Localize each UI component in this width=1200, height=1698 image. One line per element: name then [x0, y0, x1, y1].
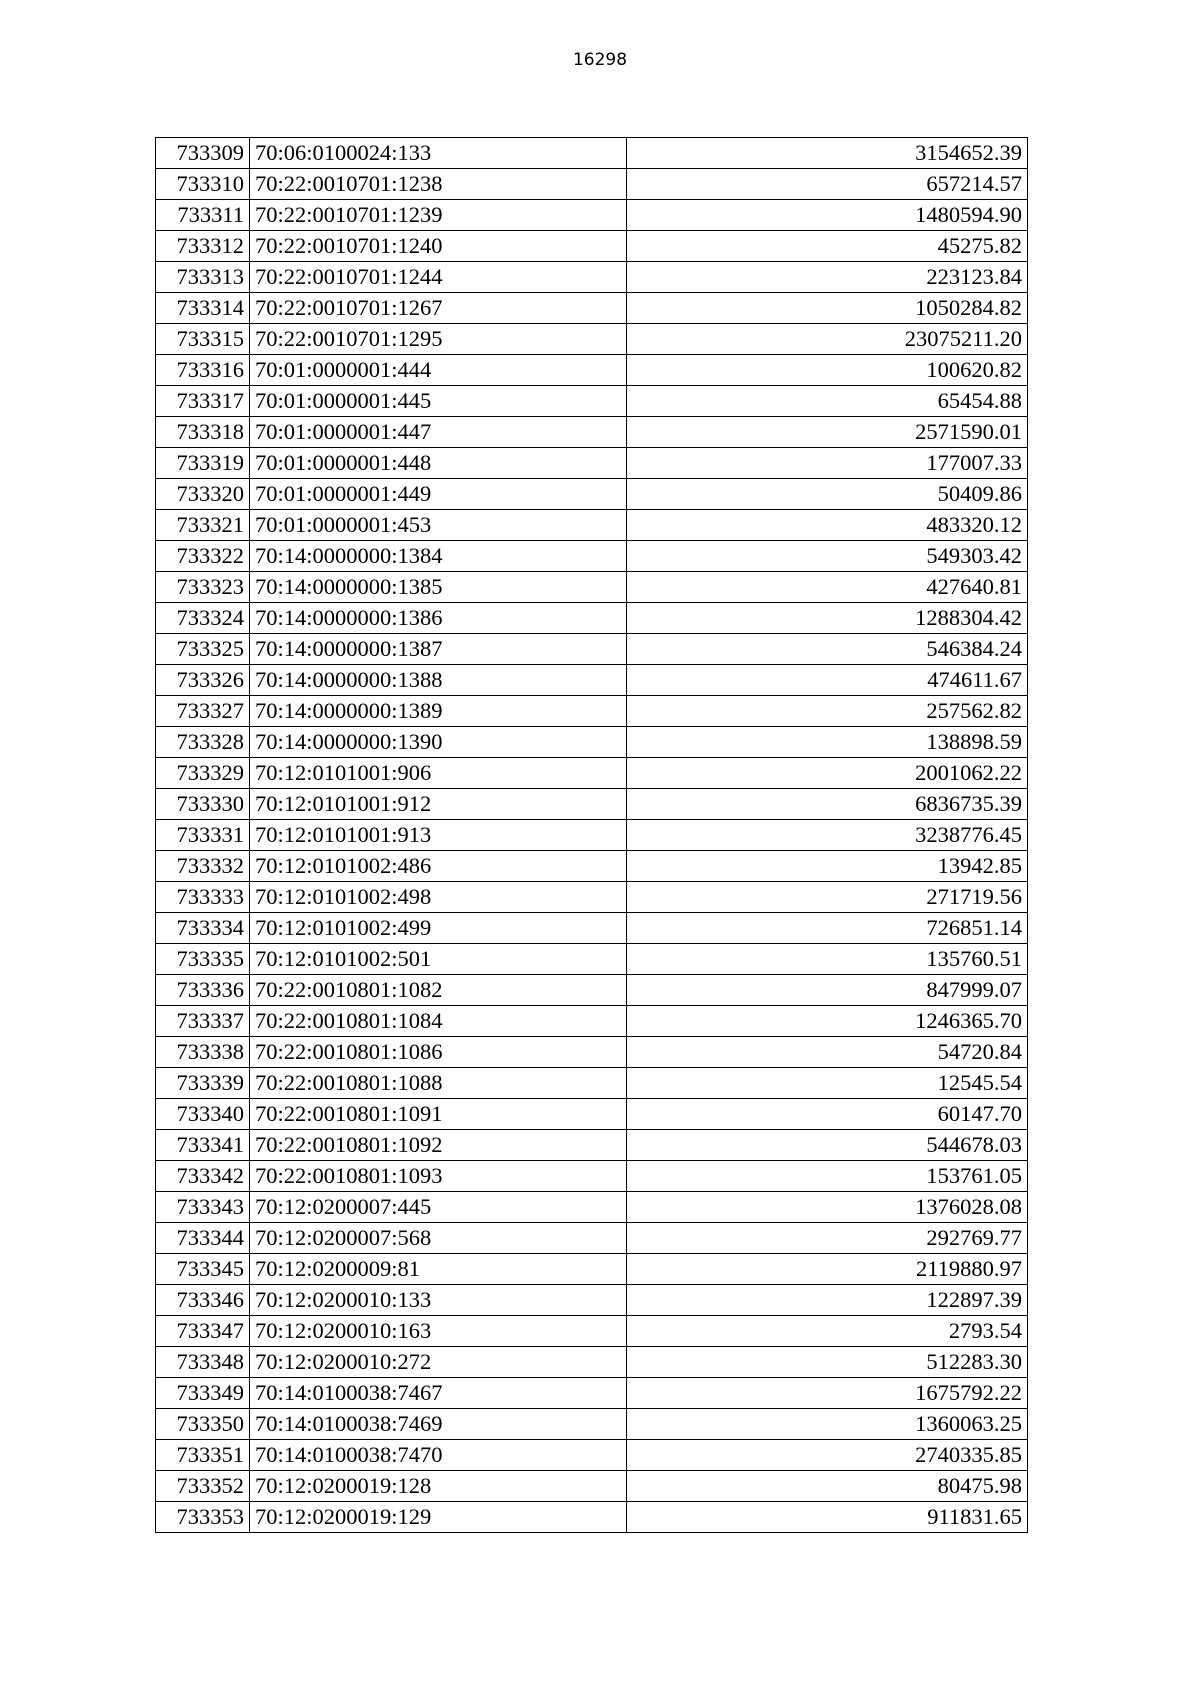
cadastral-value-cell: 1675792.22 [627, 1378, 1028, 1409]
row-number-cell: 733347 [156, 1316, 250, 1347]
cadastral-value-cell: 911831.65 [627, 1502, 1028, 1533]
cadastral-number-cell: 70:12:0200019:128 [250, 1471, 627, 1502]
table-row [156, 1347, 1028, 1378]
cadastral-number-cell: 70:12:0101001:913 [250, 820, 627, 851]
cadastral-value-cell: 80475.98 [627, 1471, 1028, 1502]
row-number-cell: 733349 [156, 1378, 250, 1409]
cadastral-value-cell: 6836735.39 [627, 789, 1028, 820]
cadastral-number-cell: 70:12:0101001:906 [250, 758, 627, 789]
cadastral-number-cell: 70:22:0010801:1084 [250, 1006, 627, 1037]
cadastral-value-cell: 2119880.97 [627, 1254, 1028, 1285]
table-row [156, 665, 1028, 696]
row-number-cell: 733351 [156, 1440, 250, 1471]
cadastral-number-cell: 70:22:0010701:1244 [250, 262, 627, 293]
cadastral-value-cell: 54720.84 [627, 1037, 1028, 1068]
row-number-cell: 733313 [156, 262, 250, 293]
table-row [156, 510, 1028, 541]
cadastral-value-cell: 427640.81 [627, 572, 1028, 603]
row-number-cell: 733322 [156, 541, 250, 572]
cadastral-value-cell: 657214.57 [627, 169, 1028, 200]
row-number-cell: 733328 [156, 727, 250, 758]
table-row [156, 324, 1028, 355]
table-row [156, 882, 1028, 913]
table-row [156, 200, 1028, 231]
cadastral-number-cell: 70:22:0010801:1092 [250, 1130, 627, 1161]
row-number-cell: 733310 [156, 169, 250, 200]
cadastral-number-cell: 70:14:0000000:1386 [250, 603, 627, 634]
row-number-cell: 733315 [156, 324, 250, 355]
cadastral-number-cell: 70:14:0100038:7469 [250, 1409, 627, 1440]
row-number-cell: 733318 [156, 417, 250, 448]
cadastral-number-cell: 70:12:0101002:499 [250, 913, 627, 944]
row-number-cell: 733335 [156, 944, 250, 975]
table-row [156, 758, 1028, 789]
row-number-cell: 733326 [156, 665, 250, 696]
table-row [156, 789, 1028, 820]
cadastral-number-cell: 70:22:0010701:1239 [250, 200, 627, 231]
row-number-cell: 733314 [156, 293, 250, 324]
cadastral-number-cell: 70:01:0000001:447 [250, 417, 627, 448]
cadastral-number-cell: 70:06:0100024:133 [250, 138, 627, 169]
cadastral-number-cell: 70:14:0100038:7467 [250, 1378, 627, 1409]
cadastral-number-cell: 70:14:0100038:7470 [250, 1440, 627, 1471]
cadastral-number-cell: 70:12:0200007:568 [250, 1223, 627, 1254]
cadastral-value-cell: 138898.59 [627, 727, 1028, 758]
cadastral-value-cell: 177007.33 [627, 448, 1028, 479]
row-number-cell: 733319 [156, 448, 250, 479]
row-number-cell: 733325 [156, 634, 250, 665]
cadastral-number-cell: 70:14:0000000:1389 [250, 696, 627, 727]
table-row [156, 572, 1028, 603]
cadastral-value-cell: 1050284.82 [627, 293, 1028, 324]
cadastral-number-cell: 70:22:0010801:1093 [250, 1161, 627, 1192]
row-number-cell: 733352 [156, 1471, 250, 1502]
row-number-cell: 733339 [156, 1068, 250, 1099]
cadastral-number-cell: 70:01:0000001:453 [250, 510, 627, 541]
cadastral-number-cell: 70:22:0010801:1088 [250, 1068, 627, 1099]
table-row [156, 417, 1028, 448]
table-row [156, 727, 1028, 758]
row-number-cell: 733309 [156, 138, 250, 169]
table-row [156, 479, 1028, 510]
cadastral-number-cell: 70:01:0000001:449 [250, 479, 627, 510]
cadastral-number-cell: 70:12:0200009:81 [250, 1254, 627, 1285]
cadastral-value-cell: 271719.56 [627, 882, 1028, 913]
cadastral-value-cell: 1246365.70 [627, 1006, 1028, 1037]
cadastral-value-cell: 512283.30 [627, 1347, 1028, 1378]
table-row [156, 696, 1028, 727]
cadastral-value-cell: 292769.77 [627, 1223, 1028, 1254]
row-number-cell: 733312 [156, 231, 250, 262]
cadastral-value-cell: 847999.07 [627, 975, 1028, 1006]
row-number-cell: 733344 [156, 1223, 250, 1254]
cadastral-number-cell: 70:12:0101002:501 [250, 944, 627, 975]
cadastral-value-cell: 13942.85 [627, 851, 1028, 882]
row-number-cell: 733317 [156, 386, 250, 417]
page-number: 16298 [572, 50, 628, 70]
cadastral-number-cell: 70:22:0010801:1082 [250, 975, 627, 1006]
table-row [156, 1068, 1028, 1099]
row-number-cell: 733346 [156, 1285, 250, 1316]
cadastral-number-cell: 70:12:0200007:445 [250, 1192, 627, 1223]
cadastral-value-table [155, 137, 1028, 1533]
row-number-cell: 733342 [156, 1161, 250, 1192]
table-row [156, 913, 1028, 944]
cadastral-number-cell: 70:22:0010701:1267 [250, 293, 627, 324]
row-number-cell: 733334 [156, 913, 250, 944]
cadastral-number-cell: 70:22:0010801:1086 [250, 1037, 627, 1068]
cadastral-value-cell: 1288304.42 [627, 603, 1028, 634]
table-row [156, 262, 1028, 293]
table-row [156, 1378, 1028, 1409]
cadastral-value-cell: 726851.14 [627, 913, 1028, 944]
cadastral-value-cell: 100620.82 [627, 355, 1028, 386]
table-row [156, 169, 1028, 200]
table-row [156, 820, 1028, 851]
cadastral-value-cell: 65454.88 [627, 386, 1028, 417]
table-row [156, 1409, 1028, 1440]
table-row [156, 1037, 1028, 1068]
row-number-cell: 733353 [156, 1502, 250, 1533]
table-row [156, 231, 1028, 262]
cadastral-number-cell: 70:14:0000000:1390 [250, 727, 627, 758]
cadastral-number-cell: 70:12:0200010:272 [250, 1347, 627, 1378]
cadastral-number-cell: 70:22:0010701:1295 [250, 324, 627, 355]
cadastral-number-cell: 70:12:0200010:163 [250, 1316, 627, 1347]
cadastral-value-cell: 546384.24 [627, 634, 1028, 665]
table-row [156, 1099, 1028, 1130]
cadastral-value-cell: 474611.67 [627, 665, 1028, 696]
cadastral-value-cell: 544678.03 [627, 1130, 1028, 1161]
row-number-cell: 733336 [156, 975, 250, 1006]
cadastral-value-cell: 3238776.45 [627, 820, 1028, 851]
cadastral-value-cell: 2001062.22 [627, 758, 1028, 789]
cadastral-value-cell: 2740335.85 [627, 1440, 1028, 1471]
row-number-cell: 733337 [156, 1006, 250, 1037]
cadastral-value-cell: 257562.82 [627, 696, 1028, 727]
row-number-cell: 733324 [156, 603, 250, 634]
table-row [156, 293, 1028, 324]
table-row [156, 448, 1028, 479]
cadastral-value-cell: 153761.05 [627, 1161, 1028, 1192]
cadastral-value-cell: 122897.39 [627, 1285, 1028, 1316]
row-number-cell: 733341 [156, 1130, 250, 1161]
table-row [156, 1006, 1028, 1037]
row-number-cell: 733320 [156, 479, 250, 510]
cadastral-value-cell: 1376028.08 [627, 1192, 1028, 1223]
cadastral-number-cell: 70:14:0000000:1385 [250, 572, 627, 603]
row-number-cell: 733331 [156, 820, 250, 851]
cadastral-number-cell: 70:22:0010701:1238 [250, 169, 627, 200]
cadastral-value-cell: 549303.42 [627, 541, 1028, 572]
cadastral-value-cell: 23075211.20 [627, 324, 1028, 355]
cadastral-number-cell: 70:12:0200019:129 [250, 1502, 627, 1533]
table-row [156, 1502, 1028, 1533]
row-number-cell: 733321 [156, 510, 250, 541]
cadastral-value-cell: 483320.12 [627, 510, 1028, 541]
table-row [156, 603, 1028, 634]
table-row [156, 138, 1028, 169]
cadastral-value-cell: 45275.82 [627, 231, 1028, 262]
table-row [156, 386, 1028, 417]
cadastral-number-cell: 70:12:0101002:498 [250, 882, 627, 913]
row-number-cell: 733348 [156, 1347, 250, 1378]
row-number-cell: 733340 [156, 1099, 250, 1130]
cadastral-number-cell: 70:01:0000001:444 [250, 355, 627, 386]
cadastral-value-cell: 3154652.39 [627, 138, 1028, 169]
cadastral-value-cell: 60147.70 [627, 1099, 1028, 1130]
cadastral-number-cell: 70:14:0000000:1387 [250, 634, 627, 665]
cadastral-number-cell: 70:14:0000000:1388 [250, 665, 627, 696]
table-row [156, 541, 1028, 572]
row-number-cell: 733311 [156, 200, 250, 231]
table-row [156, 1161, 1028, 1192]
table-row [156, 1223, 1028, 1254]
row-number-cell: 733345 [156, 1254, 250, 1285]
table-row [156, 851, 1028, 882]
table-row [156, 1285, 1028, 1316]
cadastral-value-cell: 1480594.90 [627, 200, 1028, 231]
table-row [156, 1440, 1028, 1471]
cadastral-value-cell: 223123.84 [627, 262, 1028, 293]
table-row [156, 944, 1028, 975]
row-number-cell: 733350 [156, 1409, 250, 1440]
cadastral-value-cell: 2793.54 [627, 1316, 1028, 1347]
row-number-cell: 733329 [156, 758, 250, 789]
table-row [156, 634, 1028, 665]
cadastral-value-cell: 12545.54 [627, 1068, 1028, 1099]
table-row [156, 355, 1028, 386]
cadastral-number-cell: 70:12:0101002:486 [250, 851, 627, 882]
table-row [156, 1130, 1028, 1161]
cadastral-value-cell: 1360063.25 [627, 1409, 1028, 1440]
cadastral-number-cell: 70:14:0000000:1384 [250, 541, 627, 572]
table-row [156, 1471, 1028, 1502]
row-number-cell: 733343 [156, 1192, 250, 1223]
cadastral-number-cell: 70:22:0010701:1240 [250, 231, 627, 262]
table-row [156, 1254, 1028, 1285]
cadastral-number-cell: 70:12:0101001:912 [250, 789, 627, 820]
table-row [156, 1316, 1028, 1347]
cadastral-value-cell: 135760.51 [627, 944, 1028, 975]
cadastral-number-cell: 70:01:0000001:445 [250, 386, 627, 417]
row-number-cell: 733327 [156, 696, 250, 727]
row-number-cell: 733333 [156, 882, 250, 913]
table-row [156, 1192, 1028, 1223]
cadastral-value-cell: 2571590.01 [627, 417, 1028, 448]
table-row [156, 975, 1028, 1006]
row-number-cell: 733316 [156, 355, 250, 386]
row-number-cell: 733332 [156, 851, 250, 882]
row-number-cell: 733323 [156, 572, 250, 603]
cadastral-number-cell: 70:12:0200010:133 [250, 1285, 627, 1316]
cadastral-value-cell: 50409.86 [627, 479, 1028, 510]
cadastral-number-cell: 70:01:0000001:448 [250, 448, 627, 479]
row-number-cell: 733330 [156, 789, 250, 820]
row-number-cell: 733338 [156, 1037, 250, 1068]
cadastral-number-cell: 70:22:0010801:1091 [250, 1099, 627, 1130]
table-body [156, 138, 1028, 1533]
